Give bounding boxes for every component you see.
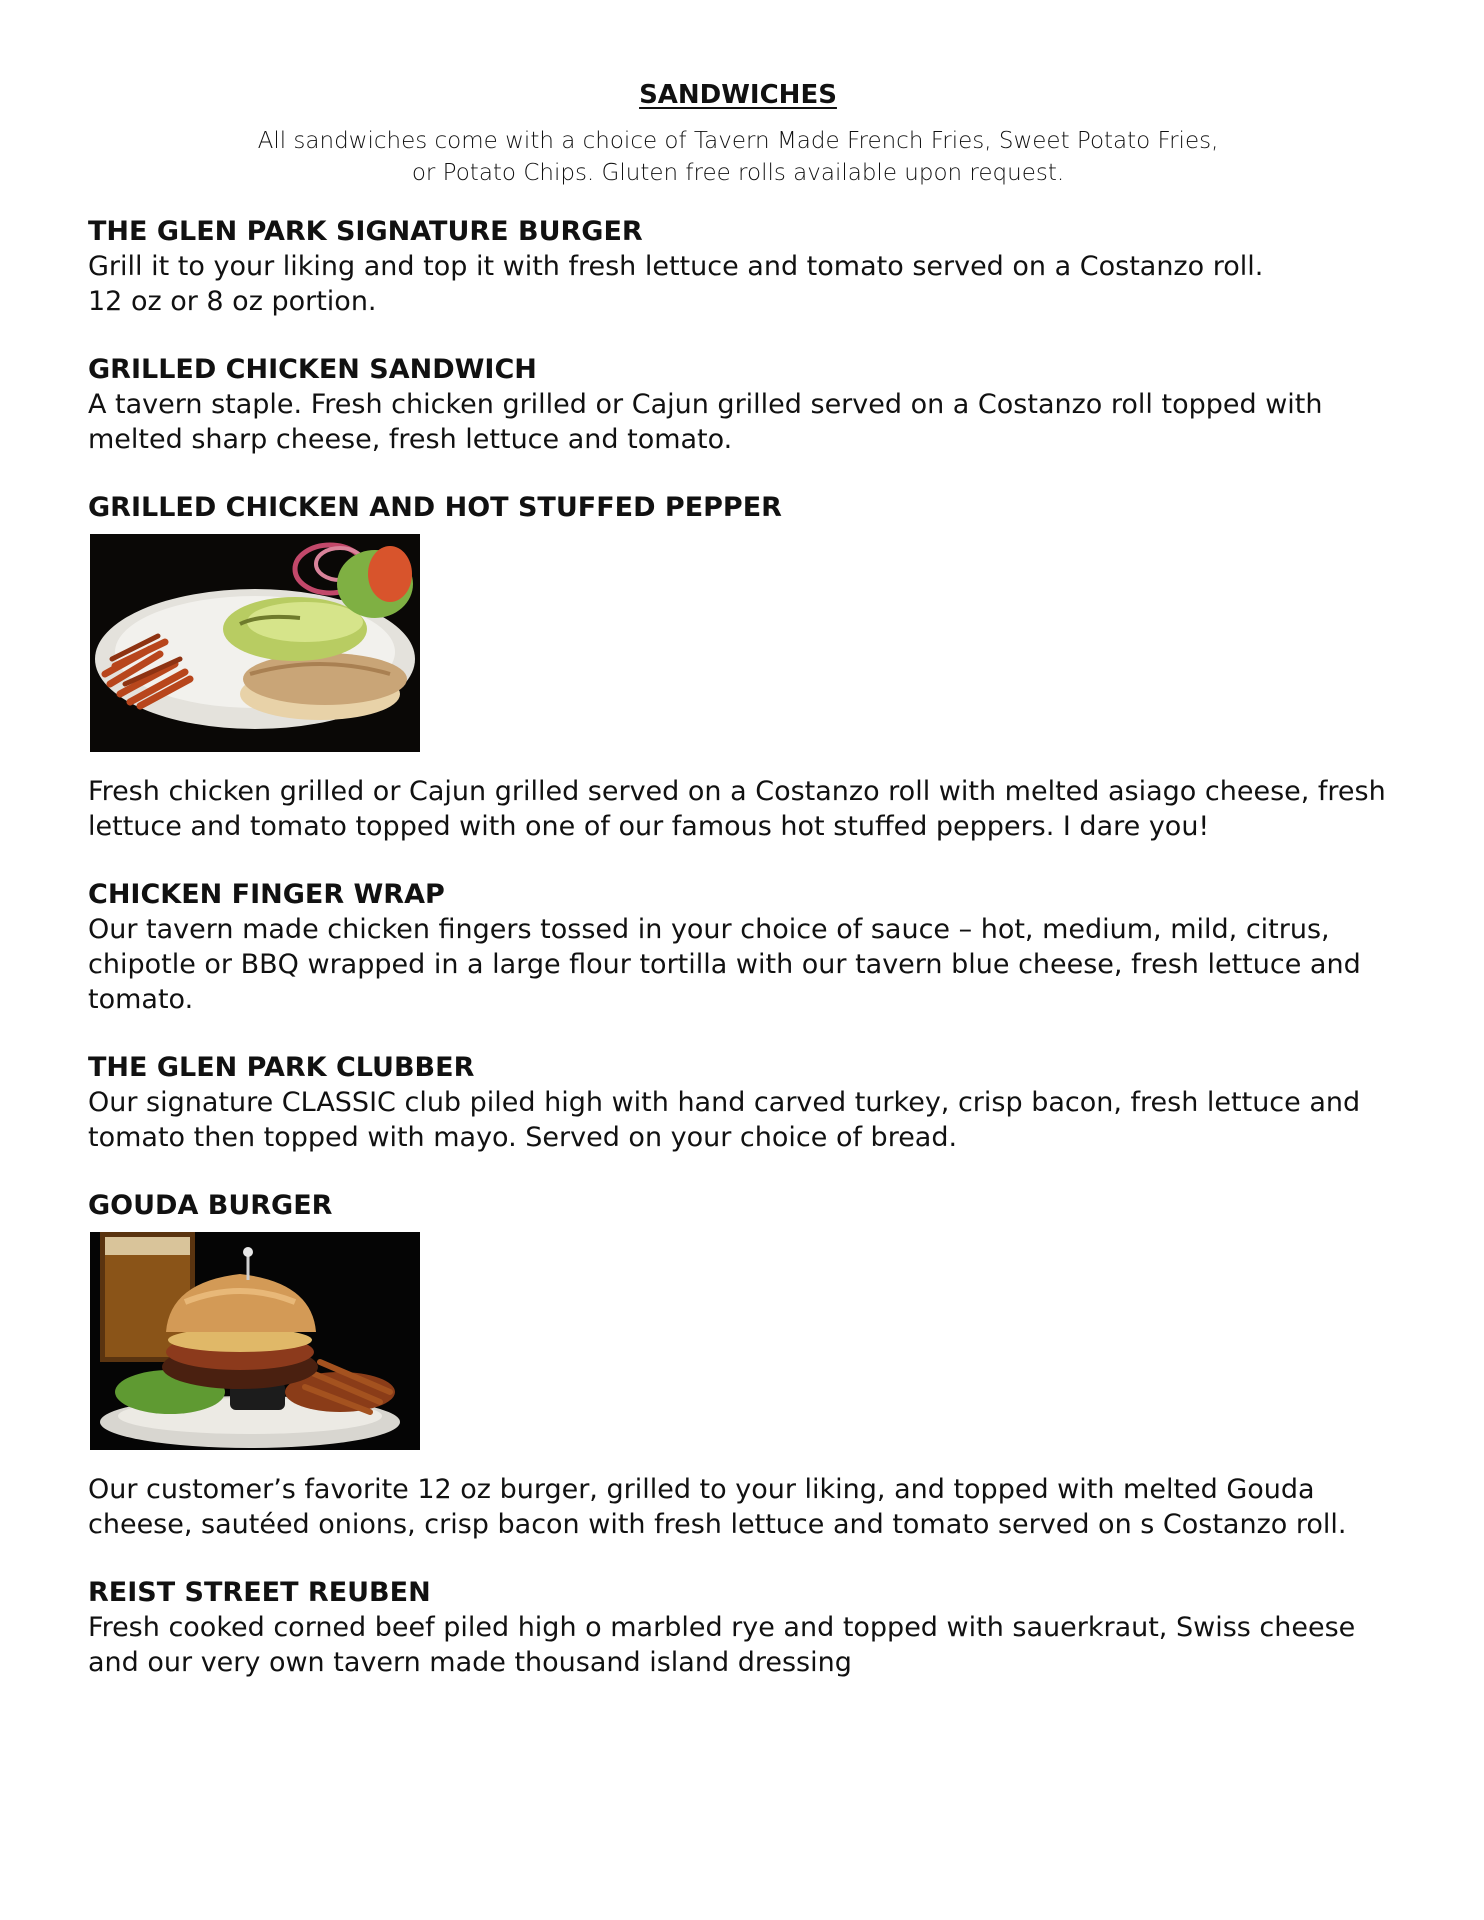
section-intro-line-1: All sandwiches come with a choice of Tavern Made French Fries, Sweet Potato Fries, xyxy=(257,128,1219,155)
menu-item-name: GRILLED CHICKEN AND HOT STUFFED PEPPER xyxy=(88,492,782,524)
menu-item-description: Fresh cooked corned beef piled high o marbled rye and topped with sauerkraut, Swiss cheese and our very own tavern made thousand island dressing xyxy=(88,1612,1356,1679)
menu-item-description: A tavern staple. Fresh chicken grilled or Cajun grilled served on a Costanzo roll topped with melted sharp cheese, fresh lettuce and tomato. xyxy=(88,389,1323,456)
menu-item-description xyxy=(88,249,1388,319)
menu-item-chicken-finger-wrap xyxy=(88,878,1408,1017)
menu-item-reist-street-reuben xyxy=(88,1576,1408,1680)
section-intro xyxy=(88,125,1388,189)
menu-item-signature-burger xyxy=(88,215,1408,319)
menu-item-name: GRILLED CHICKEN SANDWICH xyxy=(88,354,537,386)
section-header xyxy=(88,80,1388,189)
menu-item-description-line-2: 12 oz or 8 oz portion. xyxy=(88,286,377,318)
menu-item-grilled-chicken-sandwich xyxy=(88,353,1408,457)
menu-item-description: Our tavern made chicken fingers tossed in your choice of sauce – hot, medium, mild, citrus, chipotle or BBQ wrapped in a large flour tortilla with our tavern blue cheese, fresh lettuce and tomato. xyxy=(88,914,1361,1016)
menu-item-name: THE GLEN PARK CLUBBER xyxy=(88,1052,475,1084)
menu-item-gouda-burger xyxy=(88,1189,1408,1542)
section-title: SANDWICHES xyxy=(639,80,837,110)
menu-item-glen-park-clubber xyxy=(88,1051,1408,1155)
menu-item-name: GOUDA BURGER xyxy=(88,1190,333,1222)
menu-item-name: THE GLEN PARK SIGNATURE BURGER xyxy=(88,216,643,248)
section-intro-line-2: or Potato Chips. Gluten free rolls available upon request. xyxy=(411,160,1065,187)
menu-item-name: CHICKEN FINGER WRAP xyxy=(88,879,445,911)
menu-item-description: Our customer’s favorite 12 oz burger, grilled to your liking, and topped with melted Gouda cheese, sautéed onions, crisp bacon with fresh lettuce and tomato served on s Costanzo roll. xyxy=(88,1474,1347,1541)
gouda-burger-photo xyxy=(90,1232,420,1450)
menu-item-description: Our signature CLASSIC club piled high with hand carved turkey, crisp bacon, fresh lettuce and tomato then topped with mayo. Served on your choice of bread. xyxy=(88,1087,1361,1154)
menu-page xyxy=(88,80,1408,1680)
menu-item-chicken-hot-pepper xyxy=(88,491,1408,844)
chicken-pepper-photo xyxy=(90,534,420,752)
menu-item-name: REIST STREET REUBEN xyxy=(88,1577,431,1609)
menu-item-description: Fresh chicken grilled or Cajun grilled served on a Costanzo roll with melted asiago cheese, fresh lettuce and tomato topped with one of our famous hot stuffed peppers. I dare you! xyxy=(88,776,1386,843)
menu-item-description-line-1: Grill it to your liking and top it with fresh lettuce and tomato served on a Costanzo roll. xyxy=(88,251,1264,283)
